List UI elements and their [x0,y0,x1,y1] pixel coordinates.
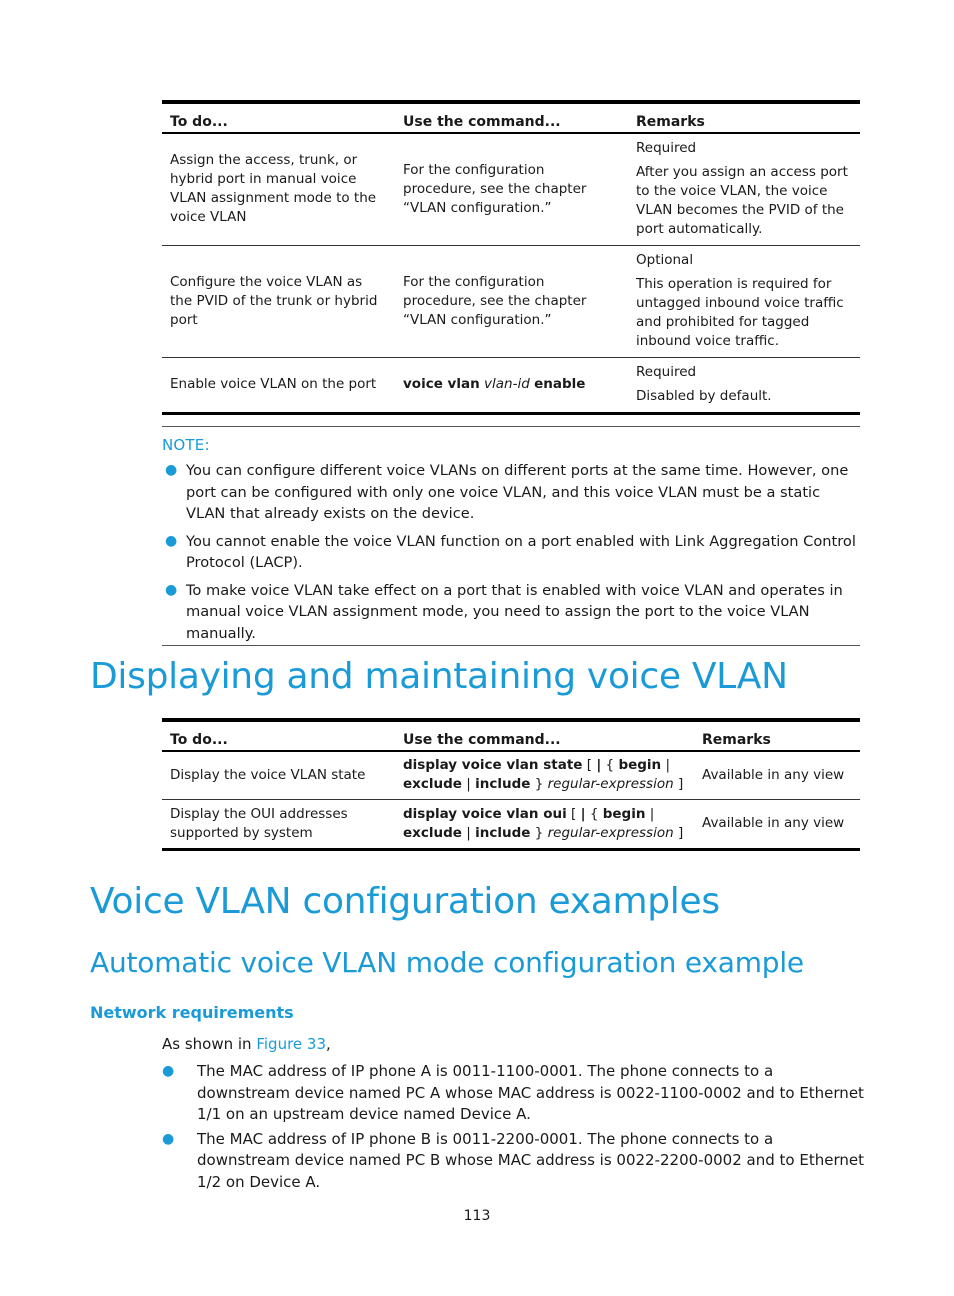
remarks-cell: Available in any view [702,766,845,783]
intro-paragraph [162,1034,862,1056]
syntax-pipe: | [665,757,671,774]
page-number: 113 [463,1208,491,1224]
subsection-title: Automatic voice VLAN mode configuration example [90,946,804,979]
table-row [162,799,860,849]
todo-cell: Configure the voice VLAN as the PVID of the trunk or hybrid port [170,273,378,328]
section-title-display: Displaying and maintaining voice VLAN [90,656,788,697]
note-text: You can configure different voice VLANs on different ports at the same time. However, one port can be configured with only one voice VLAN, and this voice VLAN must be a static VLAN that already exists on the device. [186,462,849,522]
display-table-header [162,720,860,751]
bullet-icon: ● [162,1130,175,1147]
list-item [162,1061,864,1126]
remarks-cell: Available in any view [702,815,845,831]
remark-detail: After you assign an access port to the voice VLAN, the voice VLAN becomes the PVID of the port automatically. [636,164,848,238]
command-keyword: exclude [403,824,462,841]
header-command: Use the command... [403,732,561,748]
intro-text: As shown in [162,1035,257,1053]
remarks-cell [628,357,860,413]
command-keyword: begin [618,757,662,774]
remark-status: Required [636,140,697,157]
command-keyword: voice vlan [403,376,480,392]
syntax-bracket: [ [586,757,593,774]
remarks-cell [628,133,860,245]
syntax-pipe: | [466,824,471,841]
command-argument: vlan-id [484,376,530,392]
requirements-list [162,1061,864,1196]
section-title-examples: Voice VLAN configuration examples [90,881,720,922]
remark-status: Required [636,364,697,380]
bullet-icon: ● [165,581,178,598]
syntax-pipe: | [596,757,602,774]
command-cell [395,357,628,413]
header-todo: To do... [170,114,228,130]
display-table [162,718,860,851]
config-table [162,100,860,415]
remark-status: Optional [636,252,694,268]
bullet-icon: ● [165,462,178,478]
todo-cell: Display the OUI addresses supported by system [170,805,348,841]
note-item [162,460,860,525]
remarks-cell [628,245,860,357]
header-remarks: Remarks [636,114,705,130]
syntax-brace: { [589,805,599,822]
intro-text: , [326,1035,331,1053]
header-remarks: Remarks [702,732,771,748]
todo-cell: Display the voice VLAN state [170,766,366,783]
note-box [162,426,860,646]
bullet-icon: ● [165,532,178,549]
syntax-bracket: [ [571,805,577,822]
note-item [162,580,860,646]
command-argument: regular-expression [547,776,674,793]
todo-cell: Assign the access, trunk, or hybrid port in manual voice VLAN assignment mode to the voice VLAN [170,152,377,226]
remark-detail: This operation is required for untagged inbound voice traffic and prohibited for tagged inbound voice traffic. [636,276,844,349]
list-text: The MAC address of IP phone A is 0011-1100-0001. The phone connects to a downstream device named PC A whose MAC address is 0022-1100-0002 and to Ethernet 1/1 on an upstream device named Device A. [197,1062,864,1123]
header-todo: To do... [170,732,228,748]
syntax-pipe: | [580,805,586,822]
command-keyword: include [475,824,531,841]
syntax-pipe: | [649,805,655,822]
note-title: NOTE: [162,436,210,454]
bullet-icon: ● [162,1063,175,1079]
command-keyword: display voice vlan oui [403,805,567,822]
syntax-bracket: ] [677,776,684,793]
command-keyword: exclude [403,776,462,793]
header-command: Use the command... [403,114,561,130]
command-cell: For the configuration procedure, see the chapter “VLAN configuration.” [403,273,587,328]
command-cell [395,751,694,799]
network-requirements-heading: Network requirements [90,1003,294,1022]
list-text: The MAC address of IP phone B is 0011-2200-0001. The phone connects to a downstream device named PC B whose MAC address is 0022-2200-0002 and to Ethernet 1/2 on Device A. [197,1129,864,1191]
note-text: To make voice VLAN take effect on a port that is enabled with voice VLAN and operates in manual voice VLAN assignment mode, you need to assign the port to the voice VLAN manually. [186,581,843,642]
table-row [162,245,860,357]
table-row [162,133,860,245]
figure-link[interactable]: Figure 33 [256,1035,326,1053]
syntax-brace: } [534,776,544,793]
command-cell: For the configuration procedure, see the chapter “VLAN configuration.” [403,161,587,216]
syntax-bracket: ] [677,824,684,841]
note-item [162,531,860,574]
config-table-header [162,102,860,133]
table-row [162,751,860,799]
syntax-pipe: | [466,776,471,793]
command-cell [395,799,694,849]
syntax-brace: { [605,757,615,774]
command-keyword: enable [534,376,586,392]
command-keyword: display voice vlan state [403,757,583,774]
table-row [162,357,860,413]
command-keyword: begin [602,805,646,822]
remark-detail: Disabled by default. [636,388,772,404]
command-argument: regular-expression [547,824,674,841]
note-list [162,460,860,645]
note-text: You cannot enable the voice VLAN function on a port enabled with Link Aggregation Control Protocol (LACP). [186,532,856,571]
command-keyword: include [475,776,531,793]
todo-cell: Enable voice VLAN on the port [170,376,377,392]
list-item [162,1129,864,1194]
syntax-brace: } [534,824,544,841]
